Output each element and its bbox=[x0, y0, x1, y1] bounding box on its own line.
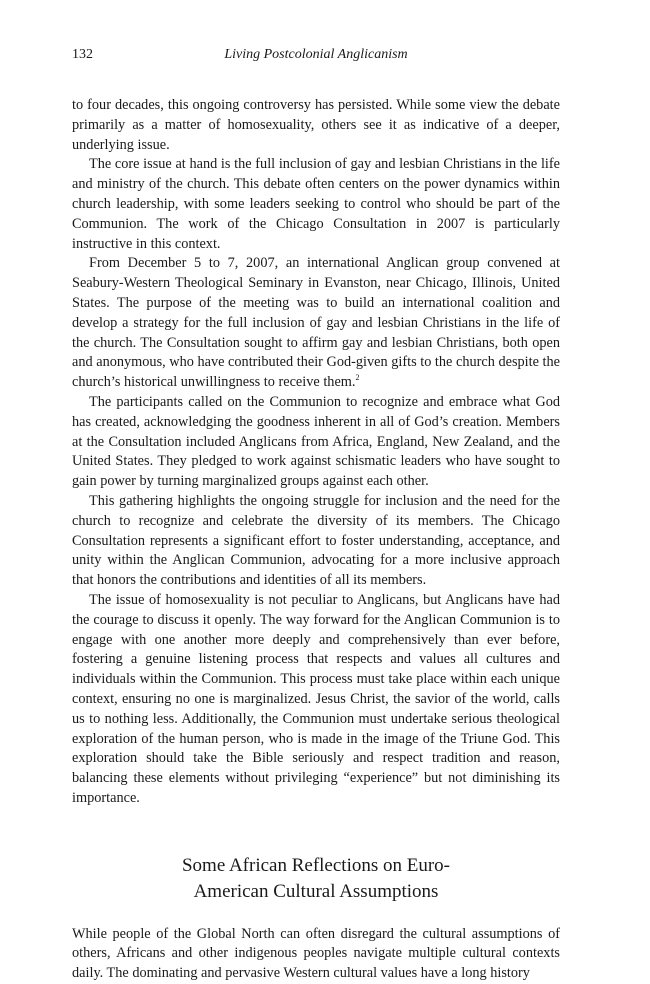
paragraph-3 bbox=[72, 254, 560, 393]
paragraph-5: This gathering highlights the ongoing struggle for inclusion and the need for the church to recognize and celebrate the diversity of its members. The Chicago Consultation represents a significant effort to foster understanding, acceptance, and unity within the Anglican Communion, advocating for a more inclusive approach that honors the contributions and identities of all its members. bbox=[72, 492, 560, 589]
paragraph-2: The core issue at hand is the full inclusion of gay and lesbian Christians in the life and ministry of the church. This debate often centers on the power dynamics within church leadership, with some leaders seeking to control who should be part of the Communion. The work of the Chicago Consultation in 2007 is particularly instructive in this context. bbox=[72, 156, 560, 252]
paragraph-6: The issue of homosexuality is not peculiar to Anglicans, but Anglicans have had the courage to discuss it openly. The way forward for the Anglican Communion is to engage with one another more deeply and comprehensively than ever before, fostering a genuine listening process that respects and values all cultures and individuals within the Communion. This process must take place within each unique context, ensuring no one is marginalized. Jesus Christ, the savior of the world, calls us to nothing less. Additionally, the Communion must undertake serious theological exploration of the human person, who is made in the image of the Triune God. This exploration should take the Bible seriously and respect tradition and reason, balancing these elements without privileging “experience” but not diminishing its importance. bbox=[72, 591, 560, 806]
running-title: Living Postcolonial Anglicanism bbox=[224, 47, 408, 62]
section-body bbox=[72, 925, 560, 984]
section-heading: Some African Reflections on Euro-American Cultural Assumptions bbox=[181, 854, 451, 902]
footnote-marker[interactable]: 2 bbox=[355, 373, 360, 383]
book-page bbox=[72, 45, 560, 984]
section-paragraph-1: While people of the Global North can often disregard the cultural assumptions of others, Africans and other indigenous peoples navigate multiple cultural contexts daily. The dominating and pervasive Western cultural values have a long history bbox=[72, 925, 560, 982]
page-number: 132 bbox=[72, 47, 93, 62]
paragraph-4: The participants called on the Communion to recognize and embrace what God has created, acknowledging the goodness inherent in all of God’s creation. Members at the Consultation included Anglicans from Africa, England, New Zealand, and the United States. They pledged to work against schismatic leaders who have sought to gain power by turning marginalized groups against each other. bbox=[72, 393, 560, 490]
paragraph-1: to four decades, this ongoing controversy has persisted. While some view the debate primarily as a matter of homosexuality, others see it as indicative of a deeper, underlying issue. bbox=[72, 97, 560, 153]
body-text bbox=[72, 96, 560, 984]
paragraph-3-text: From December 5 to 7, 2007, an international Anglican group convened at Seabury-Western Theological Seminary in Evanston, near Chicago, Illinois, United States. The purpose of the meeting was to build an international coalition and develop a strategy for the full inclusion of gay and lesbian Christians in the life of the church. The Consultation sought to affirm gay and lesbian Christians, both open and anonymous, who have contributed their God-given gifts to the church despite the church’s historical unwillingness to receive them. bbox=[72, 255, 560, 391]
page-header bbox=[72, 45, 560, 69]
